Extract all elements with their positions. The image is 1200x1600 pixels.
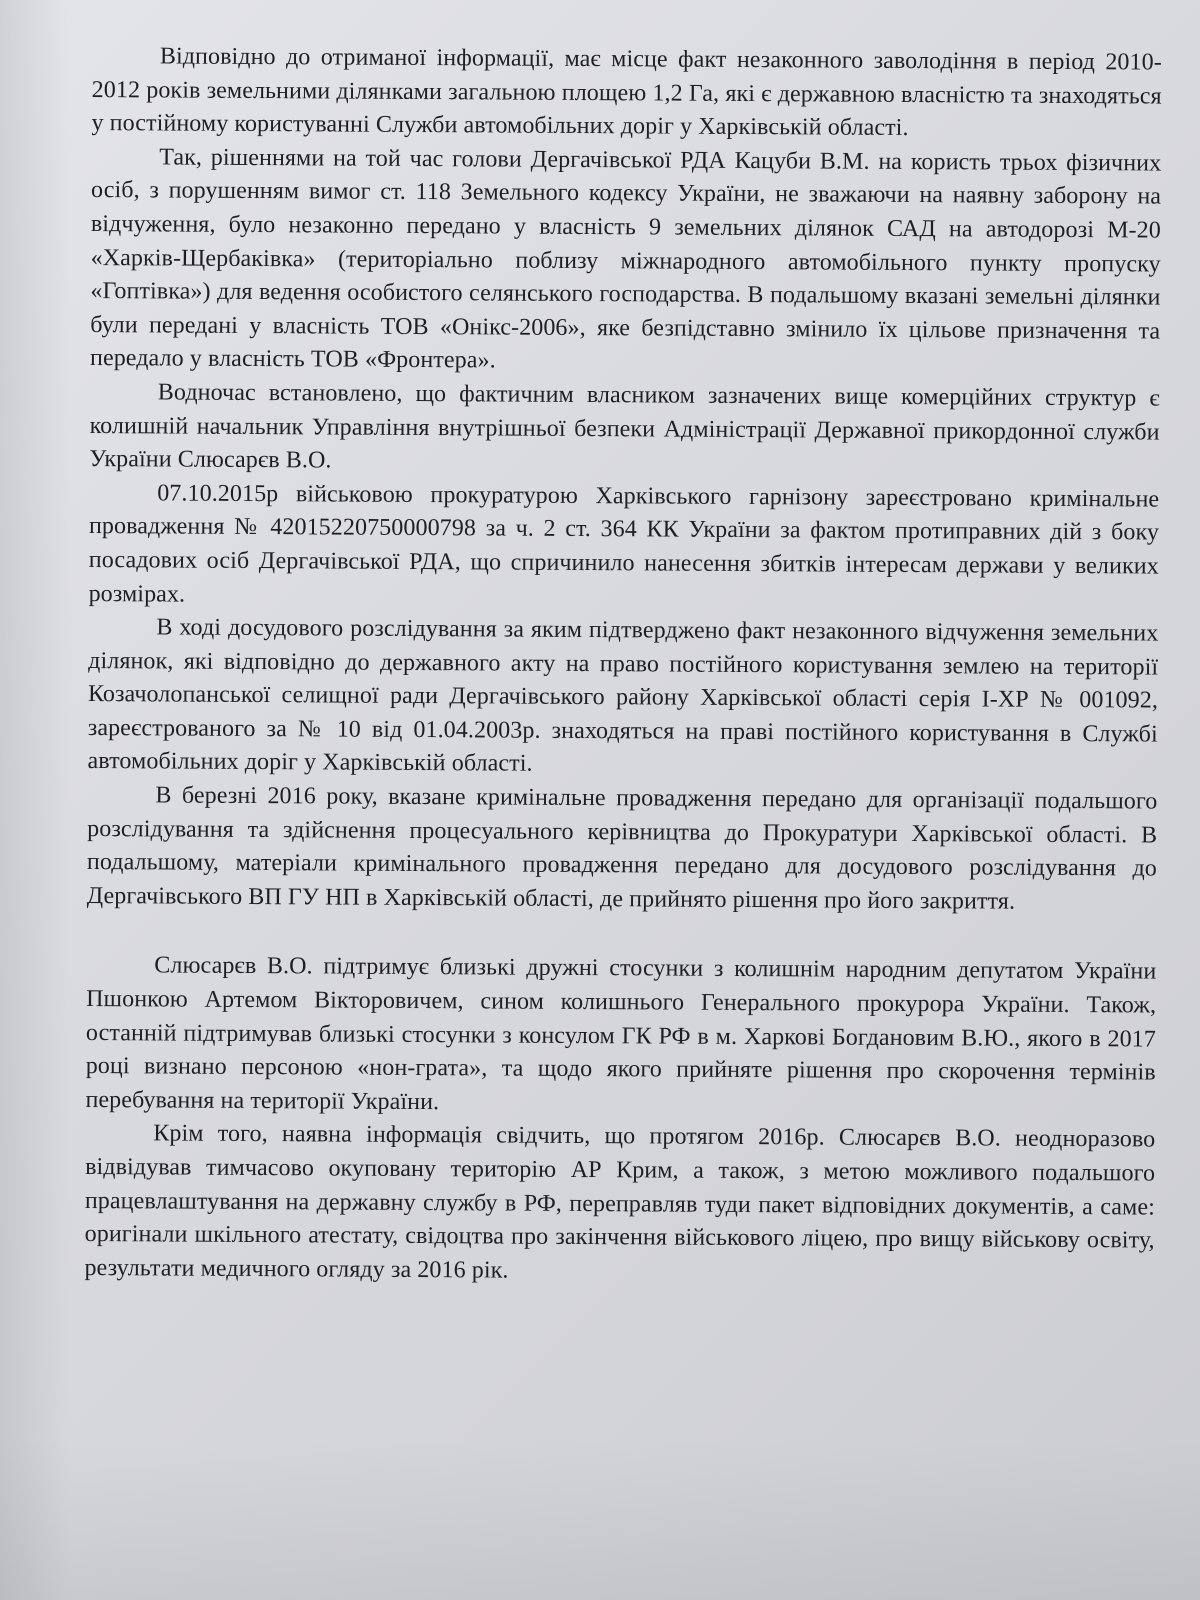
document-body — [84, 40, 1162, 1292]
paragraph-land-seizure: Відповідно до отриманої інформації, має місце факт незаконного заволодіння в період 2010-2012 років земельними ділянками загальною площею 1,2 Га, які є державною власністю та знаходяться у постійному користуванні Служби автомобільних доріг у Харківській області. — [91, 43, 1162, 142]
paragraph-connections: Слюсарєв В.О. підтримує близькі дружні стосунки з колишнім народним депутатом України Пшонкою Артемом Вікторовичем, сином колишнього Генерального прокурора України. Також, останній підтримував близькі стосунки з консулом ГК РФ в м. Харкові Богдановим В.Ю., якого в 2017 році визнано персоною «нон-грата», та щодо якого прийняте рішення про скорочення термінів перебування на території України. — [85, 952, 1157, 1115]
paragraph-rda-decisions: Так, рішеннями на той час голови Дергачівської РДА Кацуби В.М. на користь трьох фізичних осіб, з порушенням вимог ст. 118 Земельного кодексу України, не зважаючи на наявну заборону на відчуження, було незаконно передано у власність 9 земельних ділянок САД на автодорозі М-20 «Харків-Щербаківка» (територіально поблизу міжнародного автомобільного пункту пропуску «Гоптівка») для ведення особистого селянського господарства. В подальшому вказані земельні ділянки були передані у власність ТОВ «Онікс-2006», яке безпідставно змінило їх цільове призначення та передало у власність ТОВ «Фронтера». — [89, 144, 1162, 374]
page-shadow-left — [0, 0, 70, 1600]
paragraph-case-transfer: В березні 2016 року, вказане кримінальне провадження передано для організації подальшого розслідування та здійснення процесуального керівництва до Прокуратури Харківської області. В подальшому, матеріали кримінального провадження передано для досудового розслідування до Дергачівського ВП ГУ НП в Харківській області, де прийнято рішення про його закриття. — [86, 782, 1158, 915]
paragraph-criminal-case: 07.10.2015р військовою прокуратурою Харківського гарнізону зареєстровано кримінальне провадження № 42015220750000798 за ч. 2 ст. 364 КК України за фактом протиправних дій з боку посадових осіб Дергачівської РДА, що спричинило нанесення збитків інтересам держави у великих розмірах. — [88, 480, 1160, 608]
paragraph-actual-owner: Водночас встановлено, що фактичним власником зазначених вище комерційних структур є колишній начальник Управління внутрішньої безпеки Адміністрації Державної прикордонної служби України Слюсарєв В.О. — [89, 379, 1160, 474]
paragraph-crimea-visits: Крім того, наявна інформація свідчить, що протягом 2016р. Слюсарєв В.О. неодноразово відвідував тимчасово окуповану територію АР Крим, а також, з метою можливого подальшого працевлаштування на державну службу в РФ, переправляв туди пакет відповідних документів, а саме: оригінали шкільного атестату, свідоцтва про закінчення військового ліцею, про вищу військову освіту, результати медичного огляду за 2016 рік. — [84, 1120, 1156, 1284]
page-shadow-bottom — [0, 1440, 1200, 1600]
paragraph-investigation: В ході досудового розслідування за яким підтверджено факт незаконного відчуження земельних ділянок, які відповідно до державного акту на право постійного користування землею на території Козачолопанської селищної ради Дергачівського району Харківської області серія І-ХР № 001092, зареєстрованого за № 10 від 01.04.2003р. знаходяться на праві постійного користування в Службі автомобільних доріг у Харківській області. — [87, 614, 1159, 778]
